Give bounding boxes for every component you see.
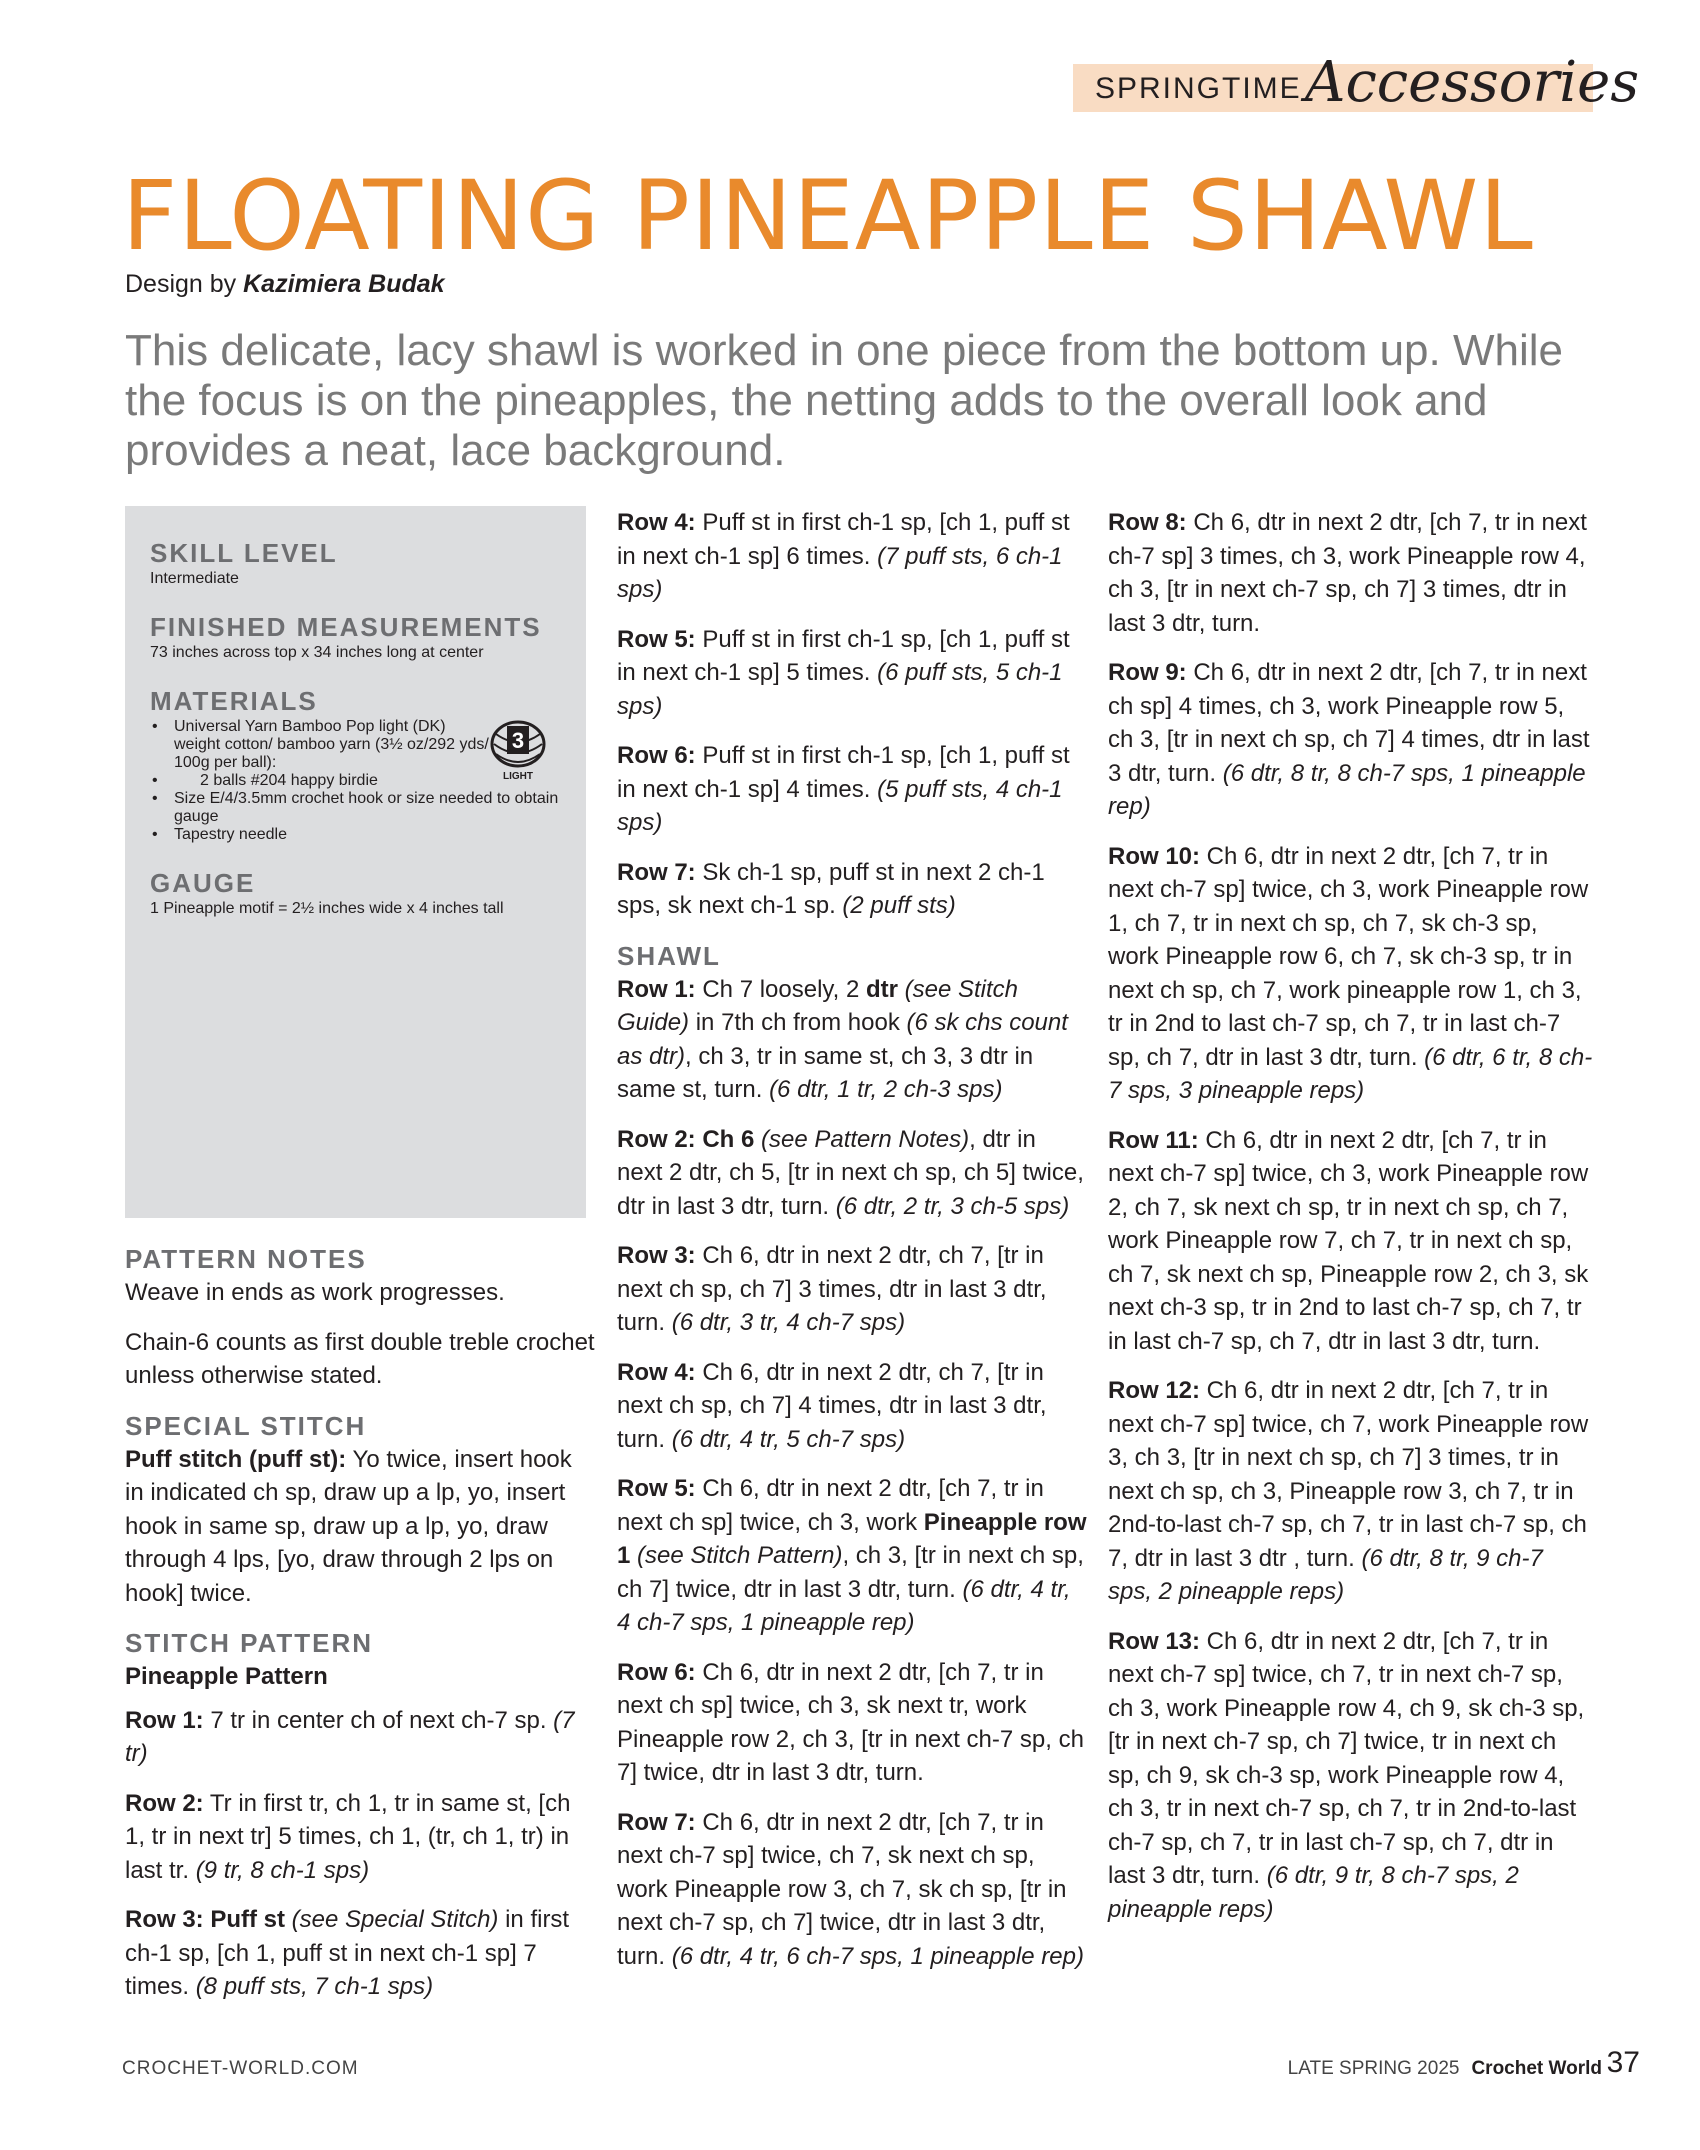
section-banner [1073, 50, 1640, 115]
pattern-row-7: Row 7: Sk ch-1 sp, puff st in next 2 ch-1 sps, sk next ch-1 sp. (2 puff sts) [617, 858, 1045, 919]
materials-block [150, 718, 561, 844]
materials-heading: MATERIALS [150, 686, 318, 716]
special-stitch-text: Puff stitch (puff st): Yo twice, insert hook in indicated ch sp, draw up a lp, yo, insert hook in same sp, draw up a lp, yo, draw through 4 lps, [yo, draw through 2 lps on hook] twice. [125, 1445, 572, 1607]
list-item: • Universal Yarn Bamboo Pop light (DK) weight cotton/ bamboo yarn (3½ oz/292 yds/ 100g per ball): [150, 718, 561, 772]
banner-script-label: Accessories [1305, 50, 1640, 115]
banner-label: SPRINGTIME [1095, 72, 1302, 105]
list-item-sub: • 2 balls #204 happy birdie [150, 772, 561, 790]
pattern-title: FLOATING PINEAPPLE SHAWL [122, 160, 1534, 272]
shawl-heading: SHAWL [617, 940, 721, 971]
note-1: Weave in ends as work progresses. [125, 1279, 505, 1306]
special-stitch-heading: SPECIAL STITCH [125, 1410, 367, 1441]
yarn-weight-number: 3 [511, 728, 525, 753]
footer-issue [1288, 2058, 1602, 2080]
list-item: • Tapestry needle [150, 826, 561, 844]
issue-date: LATE SPRING 2025 [1287, 2058, 1460, 2079]
gauge-text: 1 Pineapple motif = 2½ inches wide x 4 inches tall [150, 900, 504, 917]
shawl-row-4: Row 4: Ch 6, dtr in next 2 dtr, ch 7, [tr in next ch sp, ch 7] 4 times, dtr in last 3 dtr, turn. (6 dtr, 4 tr, 5 ch-7 sps) [617, 1358, 1047, 1453]
shawl-row-13: Row 13: Ch 6, dtr in next 2 dtr, [ch 7, tr in next ch-7 sp] twice, ch 7, tr in next ch-7 sp, ch 3, work Pineapple row 4, ch 9, sk ch-3 sp, [tr in next ch-7 sp, ch 7] twice, tr in next ch sp, ch 9, sk ch-3 sp, work Pineapple row 4, ch 3, tr in next ch-7 sp, ch 7, tr in 2nd-to-last ch-7 sp, ch 7, tr in last ch-7 sp, ch 7, dtr in last 3 dtr, turn. (6 dtr, 9 tr, 8 ch-7 sps, 2 pineapple reps) [1108, 1627, 1585, 1923]
column-1 [125, 1242, 595, 2020]
page-number: 37 [1606, 2046, 1640, 2079]
measurements-heading: FINISHED MEASUREMENTS [150, 612, 542, 642]
shawl-row-3: Row 3: Ch 6, dtr in next 2 dtr, ch 7, [tr in next ch sp, ch 7] 3 times, dtr in last 3 dtr, turn. (6 dtr, 3 tr, 4 ch-7 sps) [617, 1242, 1047, 1336]
pattern-subheading: Pineapple Pattern [125, 1663, 328, 1690]
pattern-row-4: Row 4: Puff st in first ch-1 sp, [ch 1, puff st in next ch-1 sp] 6 times. (7 puff sts, 6 ch-1 sps) [617, 509, 1070, 603]
skill-heading: SKILL LEVEL [150, 538, 338, 568]
pattern-row-2: Row 2: Tr in first tr, ch 1, tr in same st, [ch 1, tr in next tr] 5 times, ch 1, (tr, ch 1, tr) in last tr. (9 tr, 8 ch-1 sps) [125, 1789, 571, 1884]
shawl-row-9: Row 9: Ch 6, dtr in next 2 dtr, [ch 7, tr in next ch sp] 4 times, ch 3, work Pineapple row 5, ch 3, [tr in next ch sp, ch 7] 4 times, dtr in last 3 dtr, turn. (6 dtr, 8 tr, 8 ch-7 sps, 1 pineapple rep) [1108, 659, 1590, 820]
magazine-name: Crochet World [1471, 2058, 1602, 2079]
shawl-row-1: Row 1: Ch 7 loosely, 2 dtr (see Stitch Guide) in 7th ch from hook (6 sk chs count as dtr), ch 3, tr in same st, ch 3, 3 dtr in same st, turn. (6 dtr, 1 tr, 2 ch-3 sps) [617, 975, 1068, 1103]
byline [125, 270, 445, 299]
shawl-row-11: Row 11: Ch 6, dtr in next 2 dtr, [ch 7, tr in next ch-7 sp] twice, ch 3, work Pineapple row 2, ch 7, sk next ch sp, tr in next ch sp, ch 7, work Pineapple row 7, ch 7, tr in next ch sp, ch 7, sk next ch sp, Pineapple row 2, ch 3, sk next ch-3 sp, tr in 2nd to last ch-7 sp, ch 7, tr in last ch-7 sp, ch 7, dtr in last 3 dtr, turn. [1108, 1126, 1589, 1355]
gauge-heading: GAUGE [150, 868, 256, 898]
shawl-row-5: Row 5: Ch 6, dtr in next 2 dtr, [ch 7, tr in next ch sp] twice, ch 3, work Pineapple row 1 (see Stitch Pattern), ch 3, [tr in next ch sp, ch 7] twice, dtr in last 3 dtr, turn. (6 dtr, 4 tr, 4 ch-7 sps, 1 pineapple rep) [617, 1475, 1087, 1636]
footer-website: CROCHET-WORLD.COM [122, 2058, 359, 2079]
designer-name: Kazimiera Budak [243, 270, 445, 298]
shawl-row-6: Row 6: Ch 6, dtr in next 2 dtr, [ch 7, tr in next ch sp] twice, ch 3, sk next tr, work Pineapple row 2, ch 3, [tr in next ch-7 sp, ch 7] twice, dtr in last 3 dtr, turn. [617, 1658, 1084, 1786]
column-2 [617, 506, 1087, 1989]
pattern-row-3: Row 3: Puff st (see Special Stitch) in first ch-1 sp, [ch 1, puff st in next ch-1 sp] 7 times. (8 puff sts, 7 ch-1 sps) [125, 1906, 570, 2000]
column-3 [1108, 506, 1593, 1942]
note-2: Chain-6 counts as first double treble crochet unless otherwise stated. [125, 1328, 595, 1389]
shawl-row-10: Row 10: Ch 6, dtr in next 2 dtr, [ch 7, tr in next ch-7 sp] twice, ch 3, work Pineapple row 1, ch 7, tr in next ch sp, ch 7, sk ch-3 sp, work Pineapple row 6, ch 7, sk ch-3 sp, tr in next ch sp, ch 7, work pineapple row 1, ch 3, tr in 2nd to last ch-7 sp, ch 7, tr in last ch-7 sp, ch 7, dtr in last 3 dtr, turn. (6 dtr, 6 tr, 8 ch-7 sps, 3 pineapple reps) [1108, 842, 1593, 1104]
list-item: • Size E/4/3.5mm crochet hook or size needed to obtain gauge [150, 790, 561, 826]
shawl-row-8: Row 8: Ch 6, dtr in next 2 dtr, [ch 7, tr in next ch-7 sp] 3 times, ch 3, work Pineapple row 4, ch 3, [tr in next ch-7 sp, ch 7] 3 times, dtr in last 3 dtr, turn. [1108, 509, 1587, 637]
pattern-notes-heading: PATTERN NOTES [125, 1244, 367, 1274]
shawl-row-12: Row 12: Ch 6, dtr in next 2 dtr, [ch 7, tr in next ch-7 sp] twice, ch 7, work Pineapple row 3, ch 3, [tr in next ch sp, ch 7] 3 times, tr in next ch sp, ch 3, Pineapple row 3, ch 7, tr in 2nd-to-last ch-7 sp, ch 7, tr in last ch-7 sp, ch 7, dtr in last 3 dtr , turn. (6 dtr, 8 tr, 9 ch-7 sps, 2 pineapple reps) [1108, 1377, 1589, 1605]
yarn-weight-label: LIGHT [503, 771, 533, 782]
byline-prefix: Design by [125, 270, 237, 298]
measurements-text: 73 inches across top x 34 inches long at center [150, 644, 484, 661]
shawl-row-7: Row 7: Ch 6, dtr in next 2 dtr, [ch 7, tr in next ch-7 sp] twice, ch 7, sk next ch sp, work Pineapple row 3, ch 7, sk ch sp, [tr in next ch-7 sp, ch 7] twice, dtr in last 3 dtr, turn. (6 dtr, 4 tr, 6 ch-7 sps, 1 pineapple rep) [617, 1808, 1084, 1970]
pattern-row-5: Row 5: Puff st in first ch-1 sp, [ch 1, puff st in next ch-1 sp] 5 times. (6 puff sts, 5 ch-1 sps) [617, 625, 1070, 720]
shawl-row-2: Row 2: Ch 6 (see Pattern Notes), dtr in next 2 dtr, ch 5, [tr in next ch sp, ch 5] twice, dtr in last 3 dtr, turn. (6 dtr, 2 tr, 3 ch-5 sps) [617, 1125, 1084, 1220]
materials-list [150, 718, 561, 844]
info-sidebar [125, 506, 586, 1218]
pattern-row-1: Row 1: 7 tr in center ch of next ch-7 sp. (7 tr) [125, 1706, 575, 1767]
skill-level: Intermediate [150, 570, 239, 587]
stitch-pattern-heading: STITCH PATTERN [125, 1628, 374, 1658]
intro-paragraph: This delicate, lacy shawl is worked in one piece from the bottom up. While the focus is on the pineapples, the netting adds to the overall look and provides a neat, lace background. [125, 326, 1563, 475]
pattern-row-6: Row 6: Puff st in first ch-1 sp, [ch 1, puff st in next ch-1 sp] 4 times. (5 puff sts, 4 ch-1 sps) [617, 742, 1070, 836]
